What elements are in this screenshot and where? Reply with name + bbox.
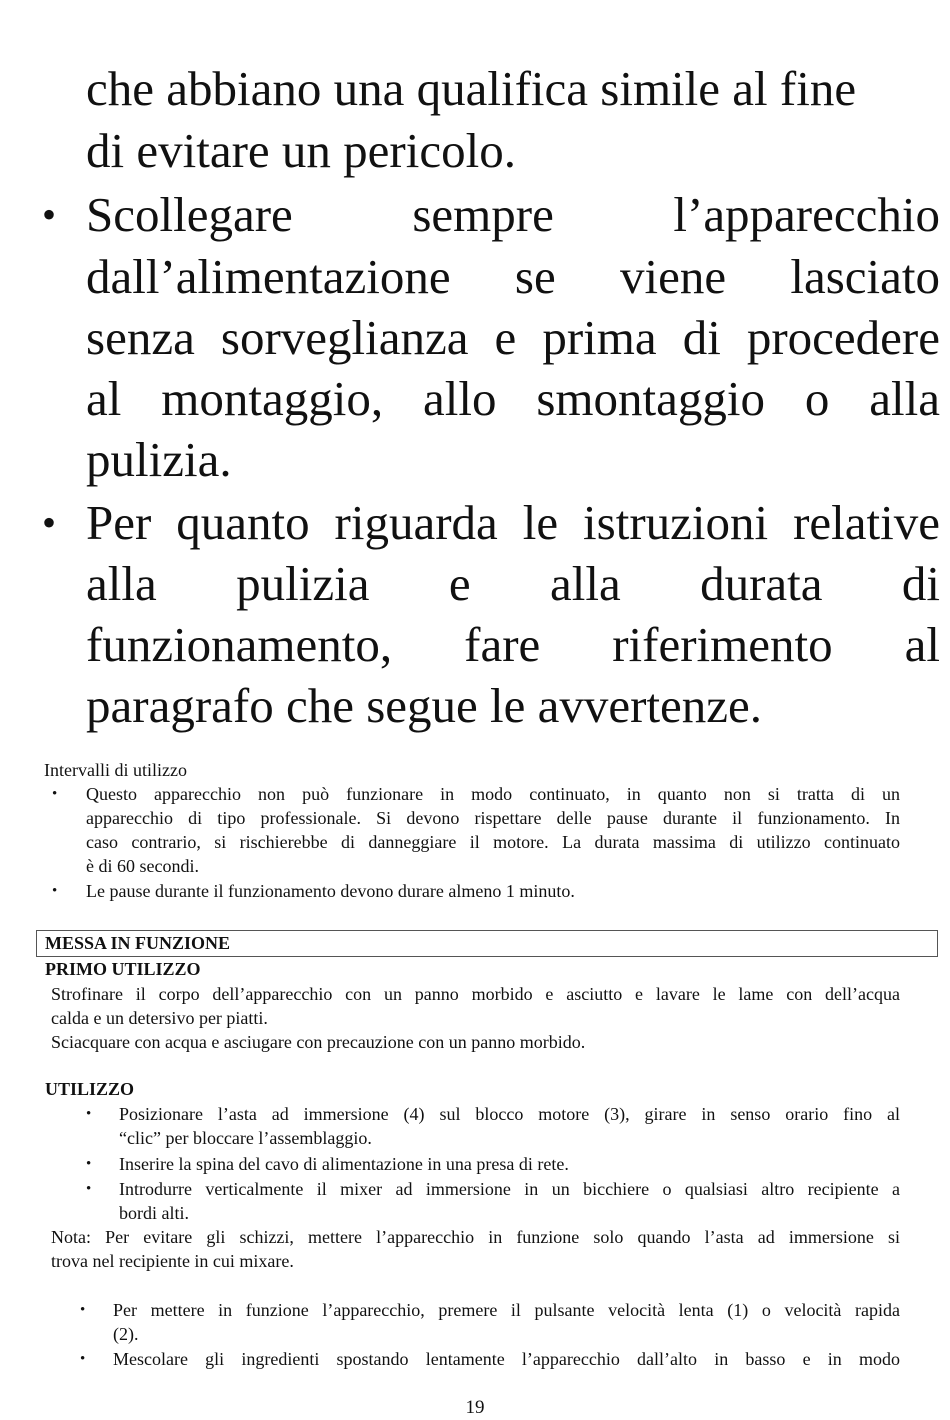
bullet-icon: • bbox=[86, 1181, 92, 1197]
bullet-icon: • bbox=[86, 1106, 92, 1122]
bullet-icon: • bbox=[80, 1351, 86, 1367]
paragraph-line: “clic” per bloccare l’assemblaggio. bbox=[119, 1128, 372, 1148]
subsection-heading: UTILIZZO bbox=[45, 1079, 135, 1099]
subsection-heading: PRIMO UTILIZZO bbox=[45, 959, 201, 979]
paragraph-line: Sciacquare con acqua e asciugare con precauzione con un panno morbido. bbox=[51, 1032, 586, 1052]
note-line: Nota: Per evitare gli schizzi, mettere l’apparecchio in funzione solo quando l’asta ad immersione si bbox=[51, 1227, 900, 1247]
paragraph-line: bordi alti. bbox=[119, 1203, 189, 1223]
paragraph-line: Per mettere in funzione l’apparecchio, premere il pulsante velocità lenta (1) o velocità rapida bbox=[113, 1300, 900, 1320]
paragraph-line: Strofinare il corpo dell’apparecchio con un panno morbido e asciutto e lavare le lame con dell’acqua bbox=[51, 984, 900, 1004]
paragraph-line: Inserire la spina del cavo di alimentazione in una presa di rete. bbox=[119, 1154, 569, 1174]
paragraph-line: Le pause durante il funzionamento devono durare almeno 1 minuto. bbox=[86, 881, 575, 901]
paragraph-line: (2). bbox=[113, 1324, 139, 1344]
page-number: 19 bbox=[465, 1397, 485, 1418]
paragraph-line: caso contrario, si rischierebbe di danneggiare il motore. La durata massima di utilizzo continuato bbox=[86, 832, 900, 852]
warning-text-line: Scollegare sempre l’apparecchio bbox=[86, 187, 940, 242]
paragraph-line: Posizionare l’asta ad immersione (4) sul blocco motore (3), girare in senso orario fino al bbox=[119, 1104, 900, 1124]
warning-text-line: alla pulizia e alla durata di bbox=[86, 556, 940, 611]
warning-text-line: dall’alimentazione se viene lasciato bbox=[86, 249, 940, 304]
warning-text-line: senza sorveglianza e prima di procedere bbox=[86, 310, 940, 365]
bullet-icon: • bbox=[80, 1302, 86, 1318]
section-title: MESSA IN FUNZIONE bbox=[45, 933, 231, 953]
warning-text-line: funzionamento, fare riferimento al bbox=[86, 617, 940, 672]
section-heading: Intervalli di utilizzo bbox=[44, 760, 187, 780]
bullet-icon: • bbox=[42, 500, 57, 545]
warning-text-line: che abbiano una qualifica simile al fine bbox=[86, 61, 857, 116]
paragraph-line: apparecchio di tipo professionale. Si devono rispettare delle pause durante il funzionamento. In bbox=[86, 808, 900, 828]
warning-text-line: paragrafo che segue le avvertenze. bbox=[86, 678, 763, 733]
bullet-icon: • bbox=[52, 883, 58, 899]
paragraph-line: Mescolare gli ingredienti spostando lentamente l’apparecchio dall’alto in basso e in modo bbox=[113, 1349, 900, 1369]
note-line: trova nel recipiente in cui mixare. bbox=[51, 1251, 294, 1271]
bullet-icon: • bbox=[86, 1156, 92, 1172]
warning-text-line: di evitare un pericolo. bbox=[86, 123, 516, 178]
paragraph-line: calda e un detersivo per piatti. bbox=[51, 1008, 268, 1028]
paragraph-line: Introdurre verticalmente il mixer ad immersione in un bicchiere o qualsiasi altro recipiente a bbox=[119, 1179, 900, 1199]
warning-text-line: al montaggio, allo smontaggio o alla bbox=[86, 371, 940, 426]
bullet-icon: • bbox=[42, 192, 57, 237]
warning-text-line: pulizia. bbox=[86, 432, 232, 487]
paragraph-line: è di 60 secondi. bbox=[86, 856, 199, 876]
warning-text-line: Per quanto riguarda le istruzioni relative bbox=[86, 495, 940, 550]
bullet-icon: • bbox=[52, 786, 58, 802]
paragraph-line: Questo apparecchio non può funzionare in modo continuato, in quanto non si tratta di un bbox=[86, 784, 900, 804]
